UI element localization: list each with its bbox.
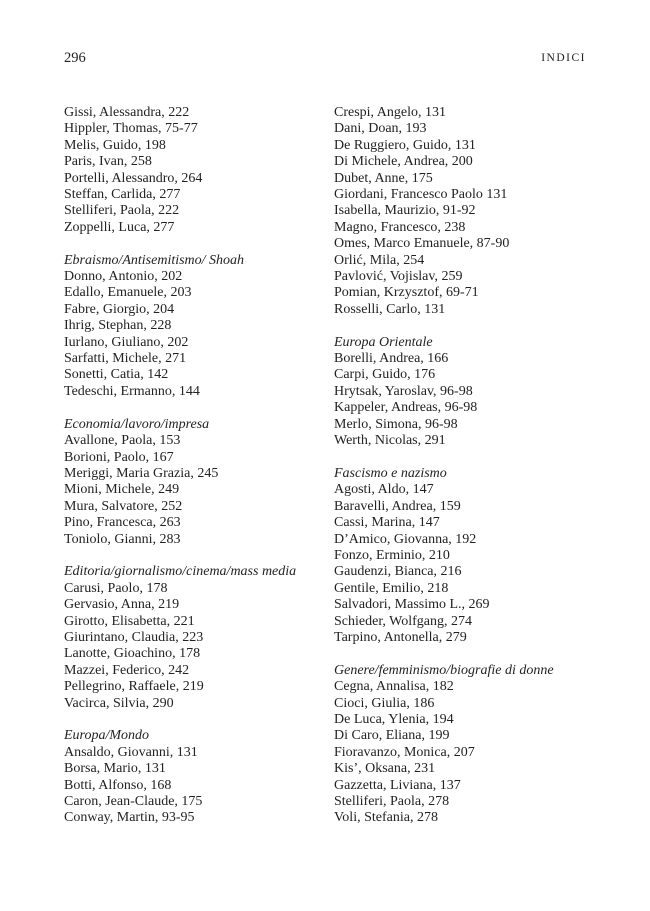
index-entry: Merlo, Simona, 96-98	[334, 416, 458, 432]
index-entry: Cassi, Marina, 147	[334, 515, 440, 531]
index-entry: Fonzo, Erminio, 210	[334, 547, 450, 563]
index-entry: Omes, Marco Emanuele, 87-90	[334, 236, 510, 252]
index-entry: Botti, Alfonso, 168	[64, 777, 172, 793]
index-entry: Borioni, Paolo, 167	[64, 449, 174, 465]
index-entry: Carusi, Paolo, 178	[64, 580, 168, 596]
index-column-right	[334, 105, 584, 843]
index-entry: Werth, Nicolas, 291	[334, 433, 446, 449]
page-number: 296	[64, 50, 86, 66]
index-section	[334, 105, 584, 318]
index-entry: Stelliferi, Paola, 222	[64, 203, 180, 219]
index-entry: Dubet, Anne, 175	[334, 170, 433, 186]
index-entry: Carpi, Guido, 176	[334, 367, 436, 383]
index-entry: Gaudenzi, Bianca, 216	[334, 564, 462, 580]
section-title: Editoria/giornalismo/cinema/mass media	[64, 564, 297, 580]
index-entry: Donno, Antonio, 202	[64, 269, 183, 285]
index-entry: Salvadori, Massimo L., 269	[334, 597, 490, 613]
index-entry: Mura, Salvatore, 252	[64, 498, 183, 514]
index-entry: Zoppelli, Luca, 277	[64, 219, 175, 235]
index-section	[64, 105, 314, 236]
index-entry: Isabella, Maurizio, 91-92	[334, 203, 476, 219]
index-entry: Gervasio, Anna, 219	[64, 597, 180, 613]
index-entry: Gentile, Emilio, 218	[334, 580, 449, 596]
index-section	[64, 728, 314, 826]
index-entry: Fioravanzo, Monica, 207	[334, 744, 475, 760]
index-entry: Pomian, Krzysztof, 69-71	[334, 285, 479, 301]
index-entry: Conway, Martin, 93-95	[64, 810, 195, 826]
index-entry: D’Amico, Giovanna, 192	[334, 531, 477, 547]
index-section	[334, 335, 584, 450]
index-entry: Dani, Doan, 193	[334, 121, 427, 137]
index-entry: Stelliferi, Paola, 278	[334, 794, 450, 810]
index-entry: Pellegrino, Raffaele, 219	[64, 679, 204, 695]
index-section	[334, 466, 584, 646]
index-entry: Tarpino, Antonella, 279	[334, 629, 467, 645]
index-entry: Baravelli, Andrea, 159	[334, 498, 461, 514]
index-entry: Steffan, Carlida, 277	[64, 187, 181, 203]
index-entry: Orlić, Mila, 254	[334, 252, 425, 268]
index-entry: Crespi, Angelo, 131	[334, 105, 446, 120]
index-entry: Tedeschi, Ermanno, 144	[64, 383, 200, 399]
index-entry: Fabre, Giorgio, 204	[64, 301, 175, 317]
index-entry: Melis, Guido, 198	[64, 137, 166, 153]
index-entry: Sonetti, Catia, 142	[64, 367, 169, 383]
index-entry: Cegna, Annalisa, 182	[334, 679, 454, 695]
index-entry: De Ruggiero, Guido, 131	[334, 137, 476, 153]
running-head: INDICI	[541, 52, 586, 64]
index-entry: Portelli, Alessandro, 264	[64, 170, 203, 186]
index-column-left	[64, 105, 314, 843]
index-section	[64, 417, 314, 548]
index-entry: Giordani, Francesco Paolo 131	[334, 187, 508, 203]
section-title: Europa Orientale	[334, 334, 433, 350]
index-section	[334, 663, 584, 827]
index-entry: De Luca, Ylenia, 194	[334, 711, 454, 727]
index-entry: Pavlović, Vojislav, 259	[334, 269, 463, 285]
index-entry: Mazzei, Federico, 242	[64, 662, 190, 678]
section-title: Genere/femminismo/biografie di donne	[334, 662, 554, 678]
index-entry: Vacirca, Silvia, 290	[64, 695, 174, 711]
index-entry: Girotto, Elisabetta, 221	[64, 613, 195, 629]
index-entry: Borelli, Andrea, 166	[334, 351, 449, 367]
index-entry: Avallone, Paola, 153	[64, 433, 181, 449]
index-entry: Giurintano, Claudia, 223	[64, 629, 204, 645]
index-entry: Toniolo, Gianni, 283	[64, 531, 181, 547]
index-entry: Magno, Francesco, 238	[334, 219, 466, 235]
index-entry: Edallo, Emanuele, 203	[64, 285, 192, 301]
index-entry: Ihrig, Stephan, 228	[64, 318, 172, 334]
index-entry: Meriggi, Maria Grazia, 245	[64, 465, 219, 481]
index-entry: Schieder, Wolfgang, 274	[334, 613, 473, 629]
index-entry: Rosselli, Carlo, 131	[334, 301, 446, 317]
section-title: Europa/Mondo	[64, 728, 150, 744]
index-entry: Di Michele, Andrea, 200	[334, 154, 473, 170]
index-entry: Caron, Jean-Claude, 175	[64, 794, 203, 809]
index-entry: Kappeler, Andreas, 96-98	[334, 400, 478, 416]
index-section	[64, 253, 314, 401]
index-entry: Agosti, Aldo, 147	[334, 482, 434, 498]
index-entry: Mioni, Michele, 249	[64, 482, 180, 498]
index-entry: Ansaldo, Giovanni, 131	[64, 744, 198, 760]
index-entry: Hippler, Thomas, 75-77	[64, 121, 198, 137]
page-header	[64, 50, 586, 70]
index-entry: Cioci, Giulia, 186	[334, 695, 435, 711]
index-entry: Paris, Ivan, 258	[64, 154, 152, 170]
index-entry: Pino, Francesca, 263	[64, 515, 181, 531]
index-section	[64, 564, 314, 712]
section-title: Economia/lavoro/impresa	[64, 416, 210, 432]
index-entry: Di Caro, Eliana, 199	[334, 728, 450, 744]
index-entry: Borsa, Mario, 131	[64, 761, 166, 777]
index-entry: Gissi, Alessandra, 222	[64, 105, 190, 120]
index-entry: Sarfatti, Michele, 271	[64, 351, 187, 367]
index-entry: Lanotte, Gioachino, 178	[64, 646, 201, 662]
index-entry: Kis’, Oksana, 231	[334, 761, 436, 777]
index-entry: Voli, Stefania, 278	[334, 810, 438, 826]
index-entry: Iurlano, Giuliano, 202	[64, 334, 189, 350]
section-title: Fascismo e nazismo	[334, 465, 447, 481]
index-entry: Gazzetta, Liviana, 137	[334, 777, 461, 793]
section-title: Ebraismo/Antisemitismo/ Shoah	[64, 252, 245, 268]
index-entry: Hrytsak, Yaroslav, 96-98	[334, 383, 473, 399]
